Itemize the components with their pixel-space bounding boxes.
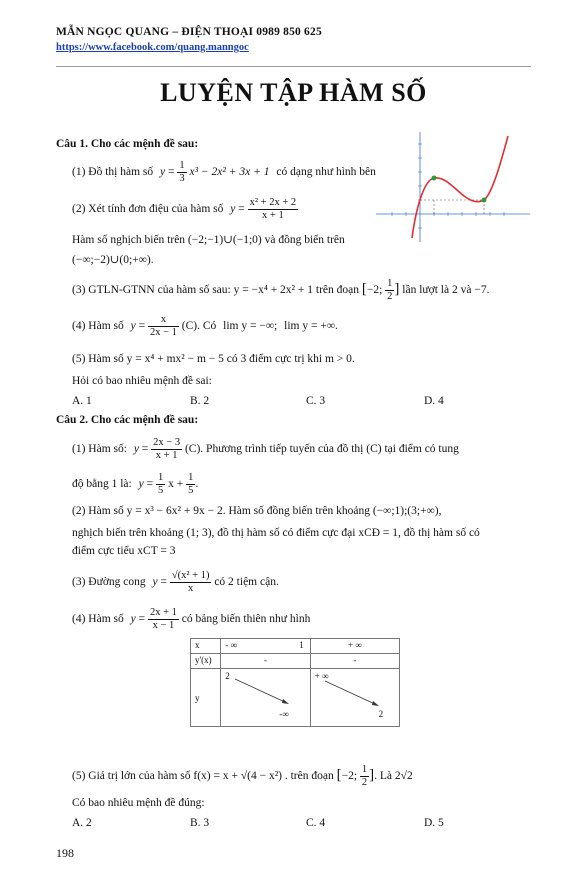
header-author: MẪN NGỌC QUANG – ĐIỆN THOẠI 0989 850 625 (56, 26, 322, 38)
table-cell: + ∞ 2 (310, 669, 399, 727)
q1-statement-4: (4) Hàm số y = $\frac{x}{2x - 1}$ (C). Có lim y = −∞; lim y = +∞. (72, 314, 338, 338)
q1-statement-3: (3) GTLN-GTNN của hàm số sau: y = −x⁴ + 2x² + 1 trên đoạn [−2; $\frac{1}{2}$ ] lần lượt là 2 và −7. (72, 278, 490, 302)
q1-option-d[interactable]: D. 4 (424, 395, 444, 407)
min-point (482, 198, 487, 203)
q1-label: Câu 1. Cho các mệnh đề sau: (56, 138, 199, 150)
table-row (191, 639, 400, 654)
q1-option-b[interactable]: B. 2 (190, 395, 210, 407)
q2-statement-2: (2) Hàm số y = x³ − 6x² + 9x − 2. Hàm số đồng biến trên khoảng (−∞;1);(3;+∞), (72, 505, 442, 517)
table-cell: + ∞ (310, 639, 399, 654)
table-x-label: x (191, 639, 221, 654)
function-graph (372, 128, 532, 246)
table-cell: 2 -∞ (221, 669, 310, 727)
q2-option-b[interactable]: B. 3 (190, 817, 210, 829)
q2-option-c[interactable]: C. 4 (306, 817, 326, 829)
q1-statement-2: (2) Xét tính đơn điệu của hàm số y = $\frac{\text{x² + 2x + 2}}{x + 1}$ (72, 197, 297, 221)
table-row (191, 669, 400, 727)
header-divider (56, 66, 531, 67)
page-title: LUYỆN TẬP HÀM SỐ (160, 78, 427, 107)
variation-table (190, 638, 400, 727)
q2-statement-2-line3: điểm cực tiểu xCT = 3 (72, 545, 176, 557)
cubic-curve (412, 136, 508, 238)
table-row (191, 654, 400, 669)
table-cell: - ∞ 1 (221, 639, 310, 654)
q2-statement-3: (3) Đường cong y = $\frac{\text{√(x² + 1)}}{x}$ có 2 tiệm cận. (72, 570, 279, 594)
q2-question: Có bao nhiêu mệnh đề đúng: (72, 797, 205, 809)
arrow-down-icon (233, 677, 293, 707)
q2-option-d[interactable]: D. 5 (424, 817, 444, 829)
q2-statement-5: (5) Giá trị lớn của hàm số f(x) = x + √(4 − x²) . trên đoạn [−2; $\frac{1}{2}$ ]. Là 2√2 (72, 764, 413, 788)
q2-statement-1: (1) Hàm số: y = $\frac{2x - 3}{x + 1}$ (C). Phương trình tiếp tuyến của đồ thị (C) tại điểm có tung (72, 437, 459, 461)
page-number: 198 (56, 846, 74, 860)
q1-statement-1: (1) Đồ thị hàm số y = $\frac{1}{3}$ x³ − 2x² + 3x + 1 có dạng như hình bên (72, 160, 376, 184)
q2-statement-4: (4) Hàm số y = $\frac{2x + 1}{x - 1}$ có bảng biến thiên như hình (72, 607, 311, 631)
table-yp-label: y'(x) (191, 654, 221, 669)
q2-statement-1-line2: độ bằng 1 là: y = $\frac{1}{5}$ x + $\frac{1}{5}$ . (72, 472, 199, 496)
q2-option-a[interactable]: A. 2 (72, 817, 92, 829)
q2-statement-2-line2: nghịch biến trên khoảng (1; 3), đồ thị hàm số có điểm cực đại xCĐ = 1, đồ thị hàm số có (72, 527, 480, 539)
q1-statement-2-line2: Hàm số nghịch biến trên (−2;−1)∪(−1;0) và đồng biến trên (72, 234, 345, 246)
q1-statement-2-line3: (−∞;−2)∪(0;+∞). (72, 254, 154, 266)
q2-label: Câu 2. Cho các mệnh đề sau: (56, 414, 199, 426)
graph-ticks (392, 144, 504, 228)
q1-option-a[interactable]: A. 1 (72, 395, 92, 407)
table-cell: - (310, 654, 399, 669)
q1-statement-5: (5) Hàm số y = x⁴ + mx² − m − 5 có 3 điểm cực trị khi m > 0. (72, 353, 355, 365)
arrow-down-icon (323, 679, 383, 709)
q1-question: Hỏi có bao nhiêu mệnh đề sai: (72, 375, 212, 387)
table-cell: - (221, 654, 310, 669)
header-link[interactable]: https://www.facebook.com/quang.manngoc (56, 42, 249, 53)
q1-option-c[interactable]: C. 3 (306, 395, 326, 407)
table-y-label: y (191, 669, 221, 727)
max-point (432, 176, 437, 181)
